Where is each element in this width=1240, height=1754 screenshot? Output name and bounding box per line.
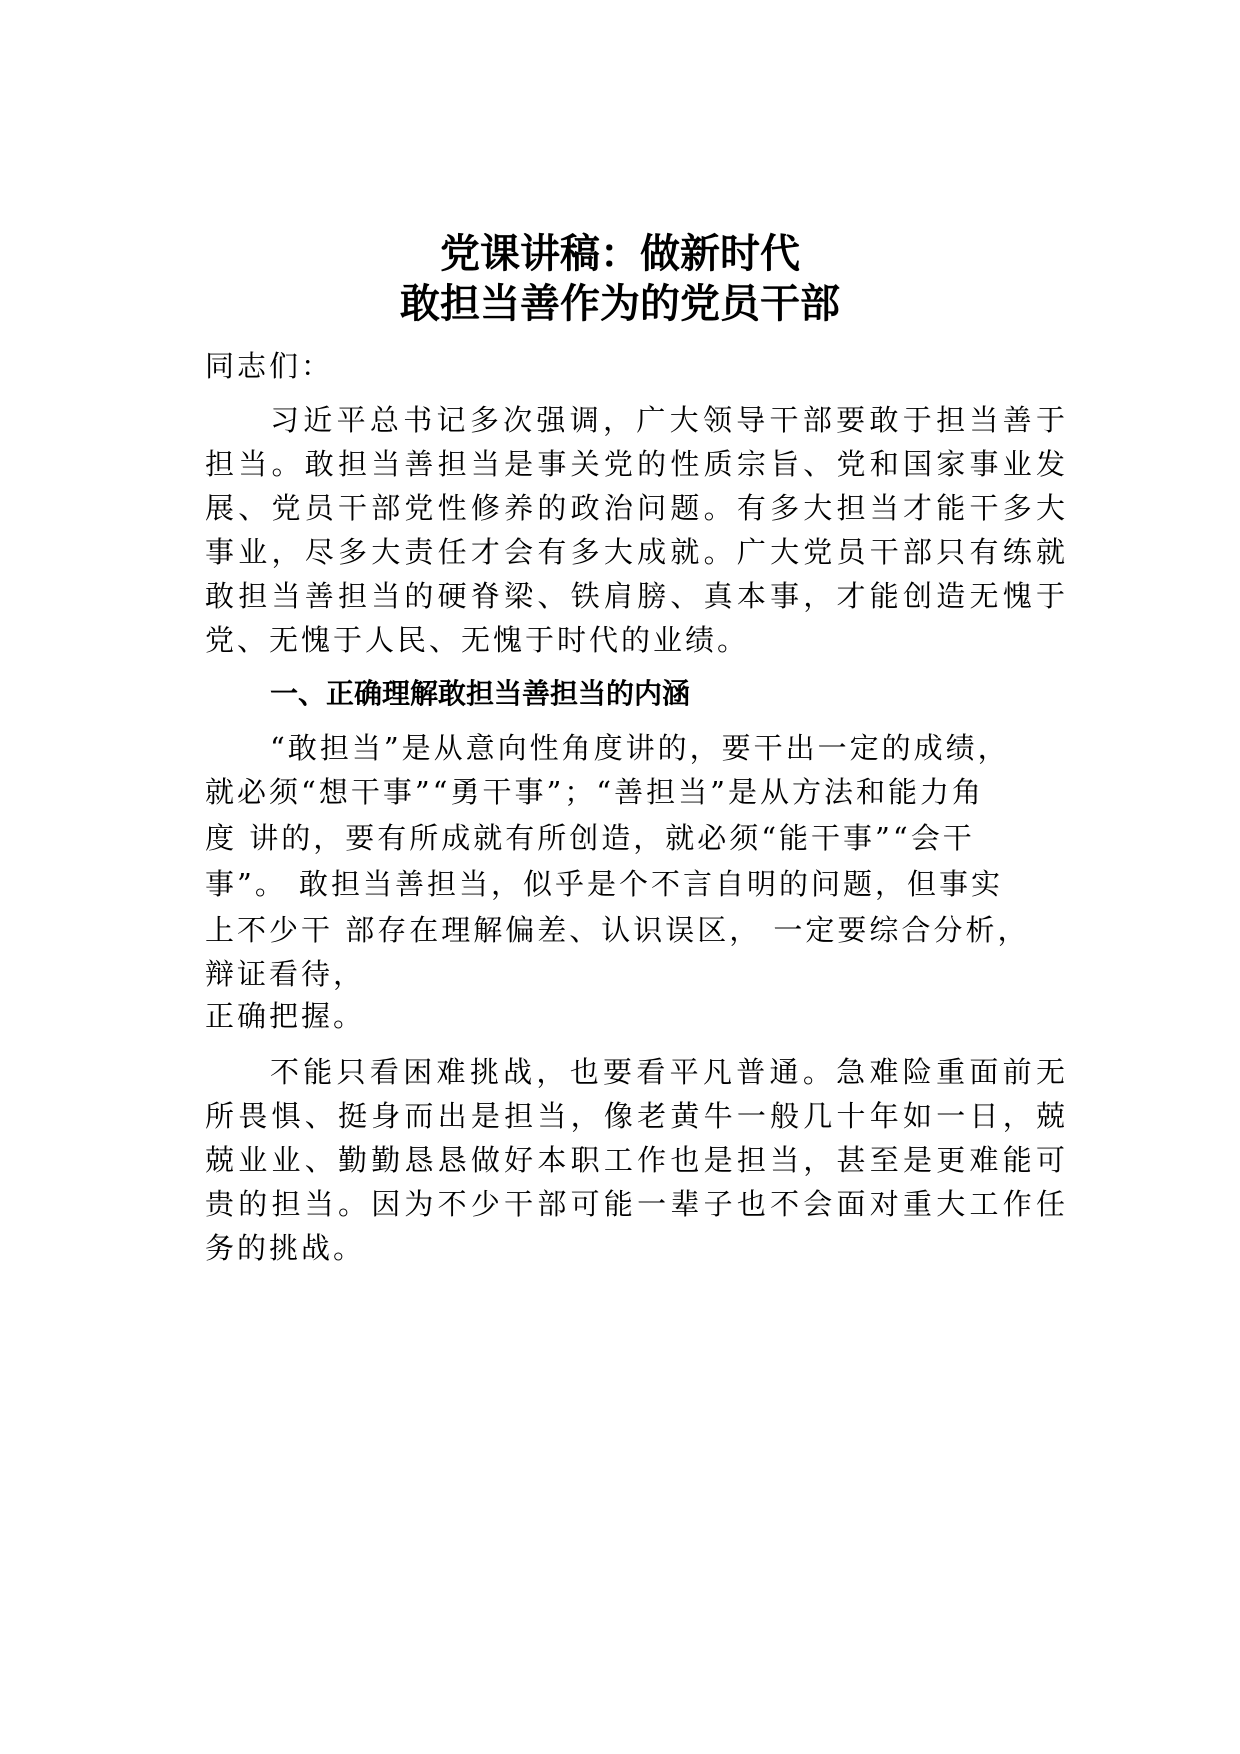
paragraph-1-line-1: 习近平总书记多次强调，广大领导干部要敢于担当善于 xyxy=(270,403,1065,437)
paragraph-1-line-4: 事业，尽多大责任才会有多大成就。广大党员干部只有练就 xyxy=(205,535,1065,569)
section-1-heading: 一、正确理解敢担当善担当的内涵 xyxy=(270,677,691,710)
paragraph-2-line-5: 上不少干 部存在理解偏差、认识误区， 一定要综合分析， xyxy=(205,913,1030,947)
document-title-line-2: 敢担当善作为的党员干部 xyxy=(400,281,840,327)
paragraph-2-line-3: 度 讲的，要有所成就有所创造，就必须“能干事”“会干 xyxy=(205,821,975,855)
paragraph-3-line-2: 所畏惧、挺身而出是担当，像老黄牛一般几十年如一日，兢 xyxy=(205,1099,1065,1133)
paragraph-1-line-6: 党、无愧于人民、无愧于时代的业绩。 xyxy=(205,623,750,657)
paragraph-1-line-2: 担当。敢担当善担当是事关党的性质宗旨、党和国家事业发 xyxy=(205,447,1065,481)
paragraph-3-line-5: 务的挑战。 xyxy=(205,1231,366,1265)
paragraph-1-line-3: 展、党员干部党性修养的政治问题。有多大担当才能干多大 xyxy=(205,491,1065,525)
paragraph-2-line-7: 正确把握。 xyxy=(205,999,366,1033)
paragraph-3-line-1: 不能只看困难挑战，也要看平凡普通。急难险重面前无 xyxy=(270,1055,1065,1089)
document-title-line-1: 党课讲稿：做新时代 xyxy=(440,231,800,277)
paragraph-1-line-5: 敢担当善担当的硬脊梁、铁肩膀、真本事，才能创造无愧于 xyxy=(205,579,1065,613)
paragraph-2-line-1: “敢担当”是从意向性角度讲的，要干出一定的成绩， xyxy=(270,731,1010,765)
paragraph-2-line-2: 就必须“想干事”“勇干事”；“善担当”是从方法和能力角 xyxy=(205,775,984,809)
salutation: 同志们： xyxy=(205,349,334,383)
paragraph-2-line-6: 辩证看待， xyxy=(205,957,366,991)
paragraph-3-line-3: 兢业业、勤勤恳恳做好本职工作也是担当，甚至是更难能可 xyxy=(205,1143,1065,1177)
paragraph-3-line-4: 贵的担当。因为不少干部可能一辈子也不会面对重大工作任 xyxy=(205,1187,1065,1221)
paragraph-2-line-4: 事”。 敢担当善担当，似乎是个不言自明的问题，但事实 xyxy=(205,867,1004,901)
